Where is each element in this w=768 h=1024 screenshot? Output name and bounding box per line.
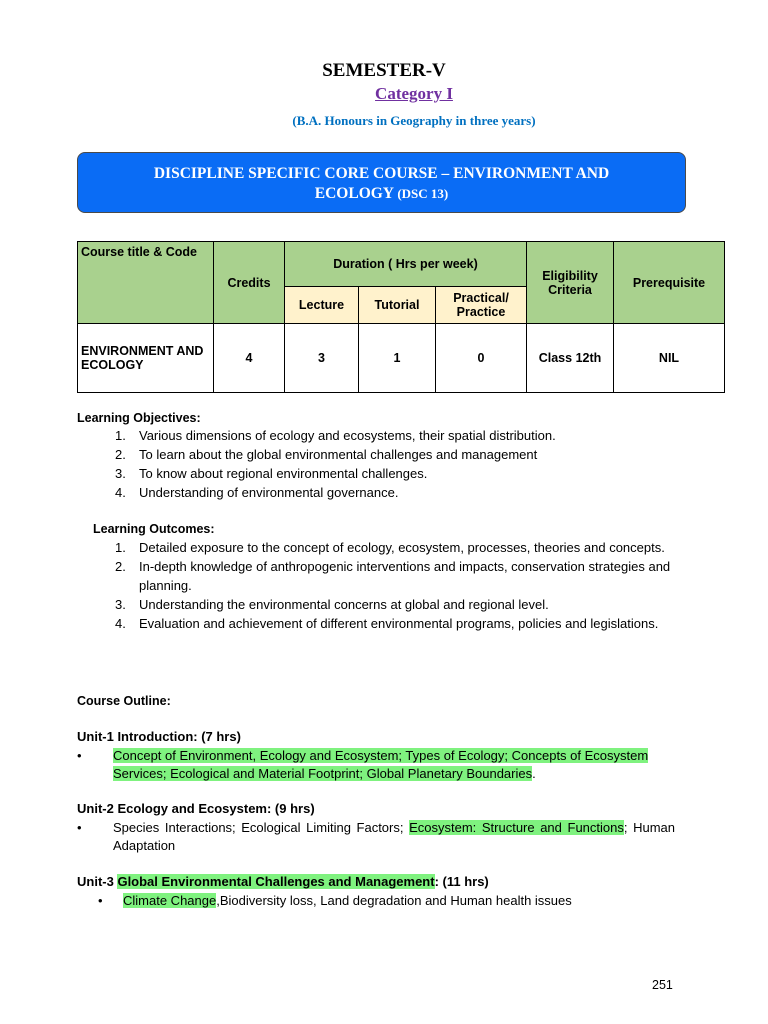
- list-item: 4. Evaluation and achievement of different environmental programs, policies and legislations.: [115, 616, 659, 631]
- header-duration: Duration ( Hrs per week): [285, 242, 527, 287]
- list-item: 2. In-depth knowledge of anthropogenic interventions and impacts, conservation strategies and planning.: [115, 559, 671, 593]
- learning-outcomes-list: [77, 538, 677, 633]
- cell-course-title: ENVIRONMENT AND ECOLOGY: [78, 324, 214, 393]
- banner-line-1: DISCIPLINE SPECIFIC CORE COURSE – ENVIRONMENT AND: [153, 165, 610, 182]
- unit-2-heading: Unit-2 Ecology and Ecosystem: (9 hrs): [77, 801, 315, 816]
- header-eligibility: Eligibility Criteria: [527, 242, 614, 324]
- category-heading: Category I: [375, 84, 453, 103]
- unit-2-bullet: [77, 819, 675, 855]
- header-lecture: Lecture: [285, 287, 359, 324]
- header-tutorial: Tutorial: [359, 287, 436, 324]
- list-item: 3. Understanding the environmental concerns at global and regional level.: [115, 597, 549, 612]
- banner-course-name: ECOLOGY: [314, 185, 394, 202]
- list-item: 4. Understanding of environmental governance.: [115, 485, 399, 500]
- cell-lecture: 3: [285, 324, 359, 393]
- unit-2-topics-highlight: Ecosystem: Structure and Functions: [409, 820, 624, 835]
- cell-tutorial: 1: [359, 324, 436, 393]
- unit-1-heading: Unit-1 Introduction: (7 hrs): [77, 729, 241, 744]
- unit-3-heading: Unit-3 Global Environmental Challenges and Management: (11 hrs): [77, 874, 489, 889]
- course-details-table: [77, 241, 725, 393]
- bullet-icon: •: [77, 748, 82, 763]
- cell-prerequisite: NIL: [614, 324, 725, 393]
- learning-objectives-label: Learning Objectives:: [77, 411, 201, 425]
- semester-title: SEMESTER-V: [322, 60, 446, 81]
- cell-practical: 0: [436, 324, 527, 393]
- cell-eligibility: Class 12th: [527, 324, 614, 393]
- banner-line-2: [78, 184, 685, 204]
- header-title-code: Course title & Code: [78, 242, 214, 324]
- list-item: 2. To learn about the global environmental challenges and management: [115, 447, 538, 462]
- header-credits: Credits: [214, 242, 285, 324]
- unit-2-topics-b: ; Human Adaptation: [113, 820, 675, 853]
- learning-objectives-list: [77, 426, 717, 502]
- table-row: [78, 324, 725, 393]
- header-practical: Practical/ Practice: [436, 287, 527, 324]
- unit-3-heading-highlight: Global Environmental Challenges and Management: [117, 874, 435, 889]
- list-item: 1. Various dimensions of ecology and ecosystems, their spatial distribution.: [115, 428, 556, 443]
- program-subtitle: (B.A. Honours in Geography in three years): [292, 113, 536, 128]
- unit-3-topics: ,Biodiversity loss, Land degradation and Human health issues: [216, 893, 572, 908]
- list-item: 3. To know about regional environmental challenges.: [115, 466, 428, 481]
- course-banner: [77, 152, 686, 213]
- banner-course-code: (DSC 13): [397, 186, 449, 201]
- bullet-icon: •: [77, 820, 82, 835]
- page-number: 251: [652, 978, 673, 992]
- bullet-icon: •: [98, 893, 103, 908]
- list-item: 1. Detailed exposure to the concept of ecology, ecosystem, processes, theories and concepts.: [115, 540, 665, 555]
- unit-1-topics: Concept of Environment, Ecology and Ecosystem; Types of Ecology; Concepts of Ecosystem Services; Ecological and Material Footprint; Global Planetary Boundaries: [113, 748, 649, 781]
- unit-3-topics-highlight: Climate Change: [123, 893, 217, 908]
- unit-1-bullet: • Concept of Environment, Ecology and Ecosystem; Types of Ecology; Concepts of Ecosystem Services; Ecological and Material Footprint; Global Planetary Boundaries.: [77, 748, 649, 781]
- header-prerequisite: Prerequisite: [614, 242, 725, 324]
- unit-3-bullet: [98, 892, 698, 910]
- cell-credits: 4: [214, 324, 285, 393]
- unit-2-topics-a: Species Interactions; Ecological Limiting Factors;: [113, 820, 410, 835]
- learning-outcomes-label: Learning Outcomes:: [93, 522, 215, 536]
- course-outline-label: Course Outline:: [77, 694, 171, 708]
